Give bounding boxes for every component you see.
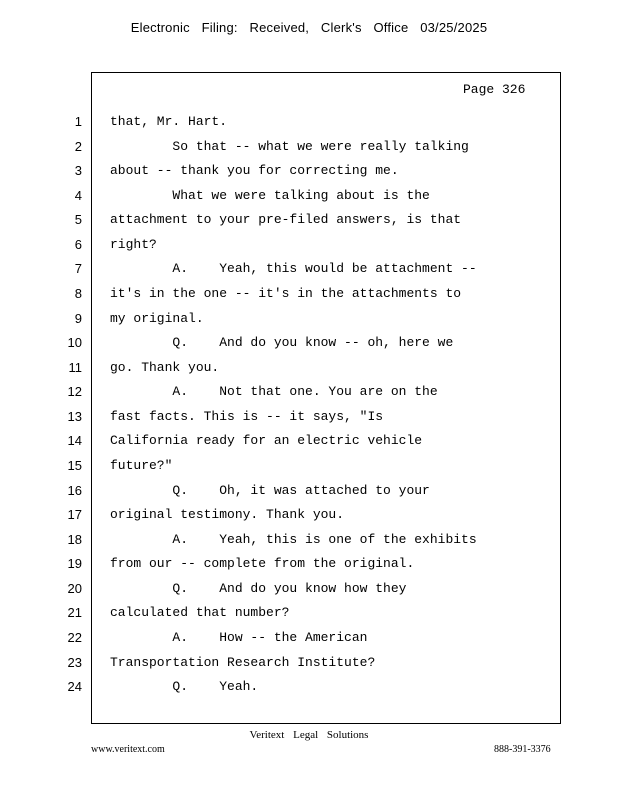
line-number: 19 xyxy=(67,556,82,571)
transcript-line: fast facts. This is -- it says, "Is xyxy=(110,409,384,424)
transcript-line: it's in the one -- it's in the attachments to xyxy=(110,286,462,301)
line-number: 22 xyxy=(67,630,82,645)
line-number: 16 xyxy=(67,483,82,498)
transcript-line: attachment to your pre-filed answers, is that xyxy=(110,212,462,227)
line-number: 14 xyxy=(67,433,82,448)
line-number: 21 xyxy=(67,605,82,620)
line-number: 20 xyxy=(67,581,82,596)
transcript-line: my original. xyxy=(110,311,204,326)
filing-header: Electronic Filing: Received, Clerk's Office 03/25/2025 xyxy=(130,20,488,35)
line-number: 4 xyxy=(74,188,82,203)
transcript-line: A. Not that one. You are on the xyxy=(110,384,438,399)
transcript-line: A. Yeah, this would be attachment -- xyxy=(110,261,477,276)
transcript-line: calculated that number? xyxy=(110,605,290,620)
line-number: 8 xyxy=(74,286,82,301)
line-number: 13 xyxy=(67,409,82,424)
line-number: 23 xyxy=(67,655,82,670)
transcript-line: that, Mr. Hart. xyxy=(110,114,228,129)
footer-company: Veritext Legal Solutions xyxy=(249,729,369,741)
transcript-line: from our -- complete from the original. xyxy=(110,556,415,571)
transcript-line: Q. Oh, it was attached to your xyxy=(110,483,430,498)
transcript-line: right? xyxy=(110,237,157,252)
footer-phone: 888-391-3376 xyxy=(494,744,551,755)
page-number: Page 326 xyxy=(463,82,526,97)
transcript-line: A. How -- the American xyxy=(110,630,368,645)
transcript-line: Q. Yeah. xyxy=(110,679,259,694)
line-number: 12 xyxy=(67,384,82,399)
transcript-line: California ready for an electric vehicle xyxy=(110,433,423,448)
line-number: 2 xyxy=(74,139,82,154)
transcript-line: A. Yeah, this is one of the exhibits xyxy=(110,532,477,547)
transcript-line: future?" xyxy=(110,458,173,473)
line-number: 1 xyxy=(74,114,82,129)
transcript-line: Transportation Research Institute? xyxy=(110,655,376,670)
line-number: 7 xyxy=(74,261,82,276)
line-number: 17 xyxy=(67,507,82,522)
line-number: 11 xyxy=(68,360,82,375)
line-number: 15 xyxy=(67,458,82,473)
footer-website: www.veritext.com xyxy=(91,744,165,755)
transcript-line: about -- thank you for correcting me. xyxy=(110,163,399,178)
transcript-line: So that -- what we were really talking xyxy=(110,139,469,154)
transcript-line: original testimony. Thank you. xyxy=(110,507,345,522)
line-number: 24 xyxy=(67,679,82,694)
line-number: 5 xyxy=(74,212,82,227)
transcript-line: Q. And do you know -- oh, here we xyxy=(110,335,454,350)
line-number: 10 xyxy=(67,335,82,350)
transcript-line: What we were talking about is the xyxy=(110,188,430,203)
line-number: 9 xyxy=(74,311,82,326)
line-number: 3 xyxy=(74,163,82,178)
line-number: 6 xyxy=(74,237,82,252)
transcript-line: Q. And do you know how they xyxy=(110,581,407,596)
transcript-line: go. Thank you. xyxy=(110,360,220,375)
line-number: 18 xyxy=(67,532,82,547)
